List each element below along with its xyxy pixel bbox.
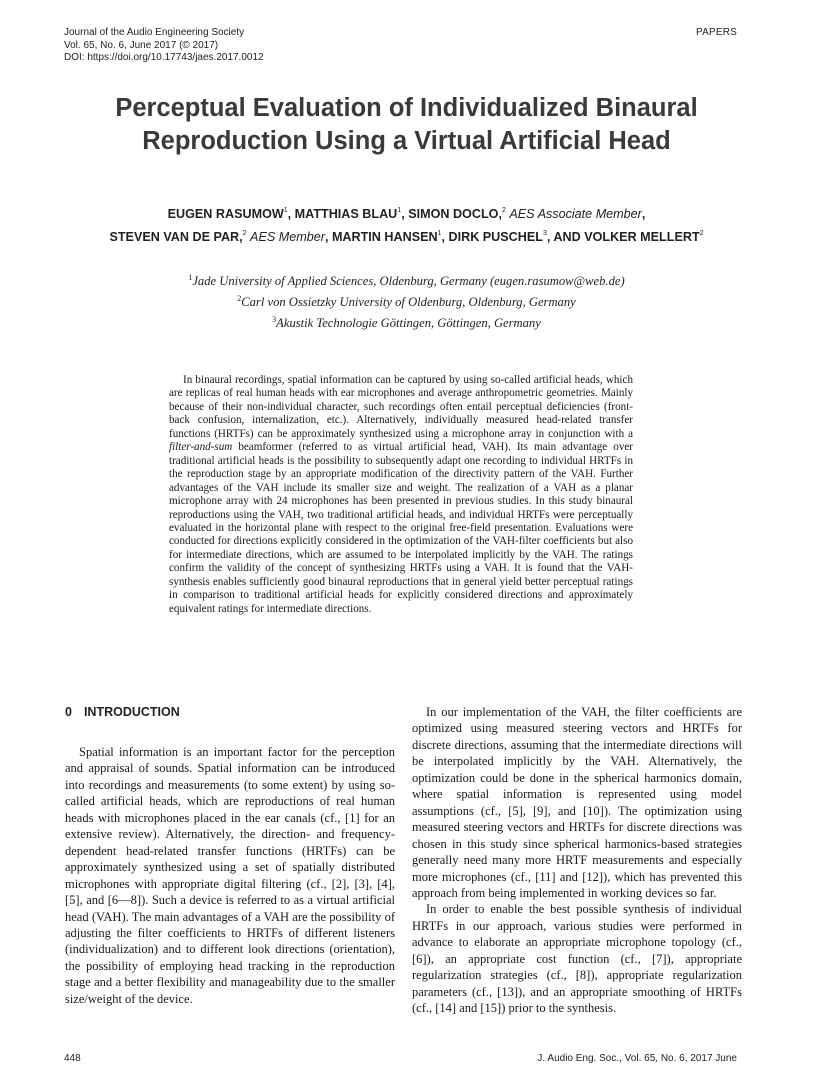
author-affil-mark: 1 xyxy=(283,207,288,214)
author-list xyxy=(30,201,783,247)
author-name: MARTIN HANSEN xyxy=(331,230,438,244)
author-name: DIRK PUSCHEL xyxy=(448,230,543,244)
author-membership: AES Associate Member xyxy=(509,207,642,221)
abstract-emphasis: filter-and-sum xyxy=(169,441,233,454)
author-affil-mark: 2 xyxy=(501,207,506,214)
journal-volume: Vol. 65, No. 6, June 2017 (© 2017) xyxy=(64,39,219,51)
section-heading-introduction xyxy=(65,704,395,720)
journal-doi: DOI: https://doi.org/10.17743/jaes.2017.0012 xyxy=(64,52,264,63)
author-name: MATTHIAS BLAU xyxy=(294,207,398,221)
intro-paragraph-1: Spatial information is an important factor for the perception and appraisal of sounds. Spatial information can be introduced into recordings and measurements (to some extent) by using so-called artificial heads, which are reproductions of real human heads with microphones placed in the ear canals (cf., [1] for an extensive review). Alternatively, the direction- and frequency-dependent head-related transfer functions (HRTFs) can be approximately synthesized using a set of spatially distributed microphones with appropriate digital filtering (cf., [2], [3], [4], [5], and [6—8]). Such a device is referred to as a virtual artificial head (VAH). The main advantages of a VAH are the possibility of adjusting the filter coefficients to HRTFs of different listeners (individualization) and to different look directions (orientation), the possibility of employing head tracking in the reproduction stage and a better flexibility and manageability due to the smaller size/weight of the device. xyxy=(65,745,395,1006)
affiliations xyxy=(40,269,773,332)
author-line-2: STEVEN VAN DE PAR,$^2$ AES Member, MARTIN HANSEN$^1$, DIRK PUSCHEL$^3$, AND VOLKER MELLERT$^2$ xyxy=(109,230,704,244)
author-affil-mark: 2 xyxy=(242,230,247,237)
paper-title xyxy=(40,92,773,158)
affiliation-2: $^2$Carl von Ossietzky University of Oldenburg, Oldenburg, Germany xyxy=(237,294,576,309)
section-title: INTRODUCTION xyxy=(83,705,180,719)
author-affil-mark: 2 xyxy=(699,230,704,237)
journal-header xyxy=(64,27,264,65)
section-number: 0 xyxy=(65,705,72,719)
title-line-1: Perceptual Evaluation of Individualized Binaural xyxy=(115,94,698,122)
author-affil-mark: 1 xyxy=(437,230,442,237)
column-left xyxy=(65,704,395,1007)
author-affil-mark: 3 xyxy=(542,230,547,237)
abstract: In binaural recordings, spatial information can be captured by using so-called artificial heads, which are replicas of real human heads with ear microphones and average anthropometric geometries. Mainly because of their non-individual character, such recordings often entail perceptual deficiencies (front-back confusion, internalization, etc.). Alternatively, individually measured head-related transfer functions (HRTFs) can be approximately synthesized using a microphone array in conjunction with a filter-and-sum beamformer (referred to as virtual artificial head, VAH). Its main advantage over traditional artificial heads is the possibility to subsequently adapt one recording to individual HRTFs in the reproduction stage by an appropriate modification of the directivity pattern of the VAH. Further advantages of the VAH include its smaller size and weight. The realization of a VAH as a planar microphone array with 24 microphones has been presented in previous studies. In this study binaural reproductions using the VAH, two traditional artificial heads, and individual HRTFs were perceptually evaluated in the horizontal plane with respect to the original free-field presentation. Evaluations were conducted for directions explicitly considered in the optimization of the VAH-filter coefficients but also for intermediate directions, which are assumed to be interpolated implicitly by the VAH. The ratings confirm the validity of the concept of synthesizing HRTFs using a VAH. It is found that the VAH-synthesis enables sufficiently good binaural reproductions that in general yield better perceptual ratings in comparison to traditional artificial heads for explicitly considered directions and approximately equivalent ratings for intermediate directions. xyxy=(169,374,633,615)
author-name: EUGEN RASUMOW xyxy=(167,207,284,221)
author-name: STEVEN VAN DE PAR, xyxy=(109,230,243,244)
author-affil-mark: 1 xyxy=(397,207,402,214)
title-line-2: Reproduction Using a Virtual Artificial Head xyxy=(142,127,671,155)
journal-name: Journal of the Audio Engineering Society xyxy=(64,27,245,38)
author-line-1: EUGEN RASUMOW$^1$, MATTHIAS BLAU$^1$, SIMON DOCLO,$^2$ AES Associate Member, xyxy=(167,207,646,221)
affiliation-3: $^3$Akustik Technologie Göttingen, Göttingen, Germany xyxy=(272,315,541,330)
footer-citation: J. Audio Eng. Soc., Vol. 65, No. 6, 2017 June xyxy=(537,1053,737,1064)
author-name: SIMON DOCLO, xyxy=(408,207,502,221)
author-membership: AES Member xyxy=(250,230,325,244)
column-right xyxy=(412,704,742,1017)
intro-paragraph-2: In our implementation of the VAH, the filter coefficients are optimized using measured steering vectors and HRTFs for discrete directions, assuming that the intermediate directions will be interpolated implicitly by the VAH. Alternatively, the optimization could be done in the spherical harmonics domain, where spatial information is represented using model assumptions (cf., [5], [9], and [10]). The optimization using measured steering vectors and HRTFs for discrete directions was chosen in this study since spherical harmonics-based strategies generally need many more HRTF measurements and especially more microphones (cf., [11] and [12]), which has prevented this approach from being implemented in working devices so far. xyxy=(412,705,742,900)
affiliation-1: $^1$Jade University of Applied Sciences, Oldenburg, Germany (eugen.rasumow@web.de) xyxy=(188,273,625,288)
page-number: 448 xyxy=(64,1053,81,1064)
intro-paragraph-3: In order to enable the best possible synthesis of individual HRTFs in our approach, various studies were performed in advance to elaborate an appropriate microphone topology (cf., [6]), an appropriate cost function (cf., [7]), appropriate regularization strategies (cf., [8]), appropriate regularization parameters (cf., [13]), and an appropriate smoothing of HRTFs (cf., [14] and [15]) prior to the synthesis. xyxy=(412,902,742,1016)
author-name: AND VOLKER MELLERT xyxy=(553,230,700,244)
section-label: PAPERS xyxy=(695,27,737,38)
